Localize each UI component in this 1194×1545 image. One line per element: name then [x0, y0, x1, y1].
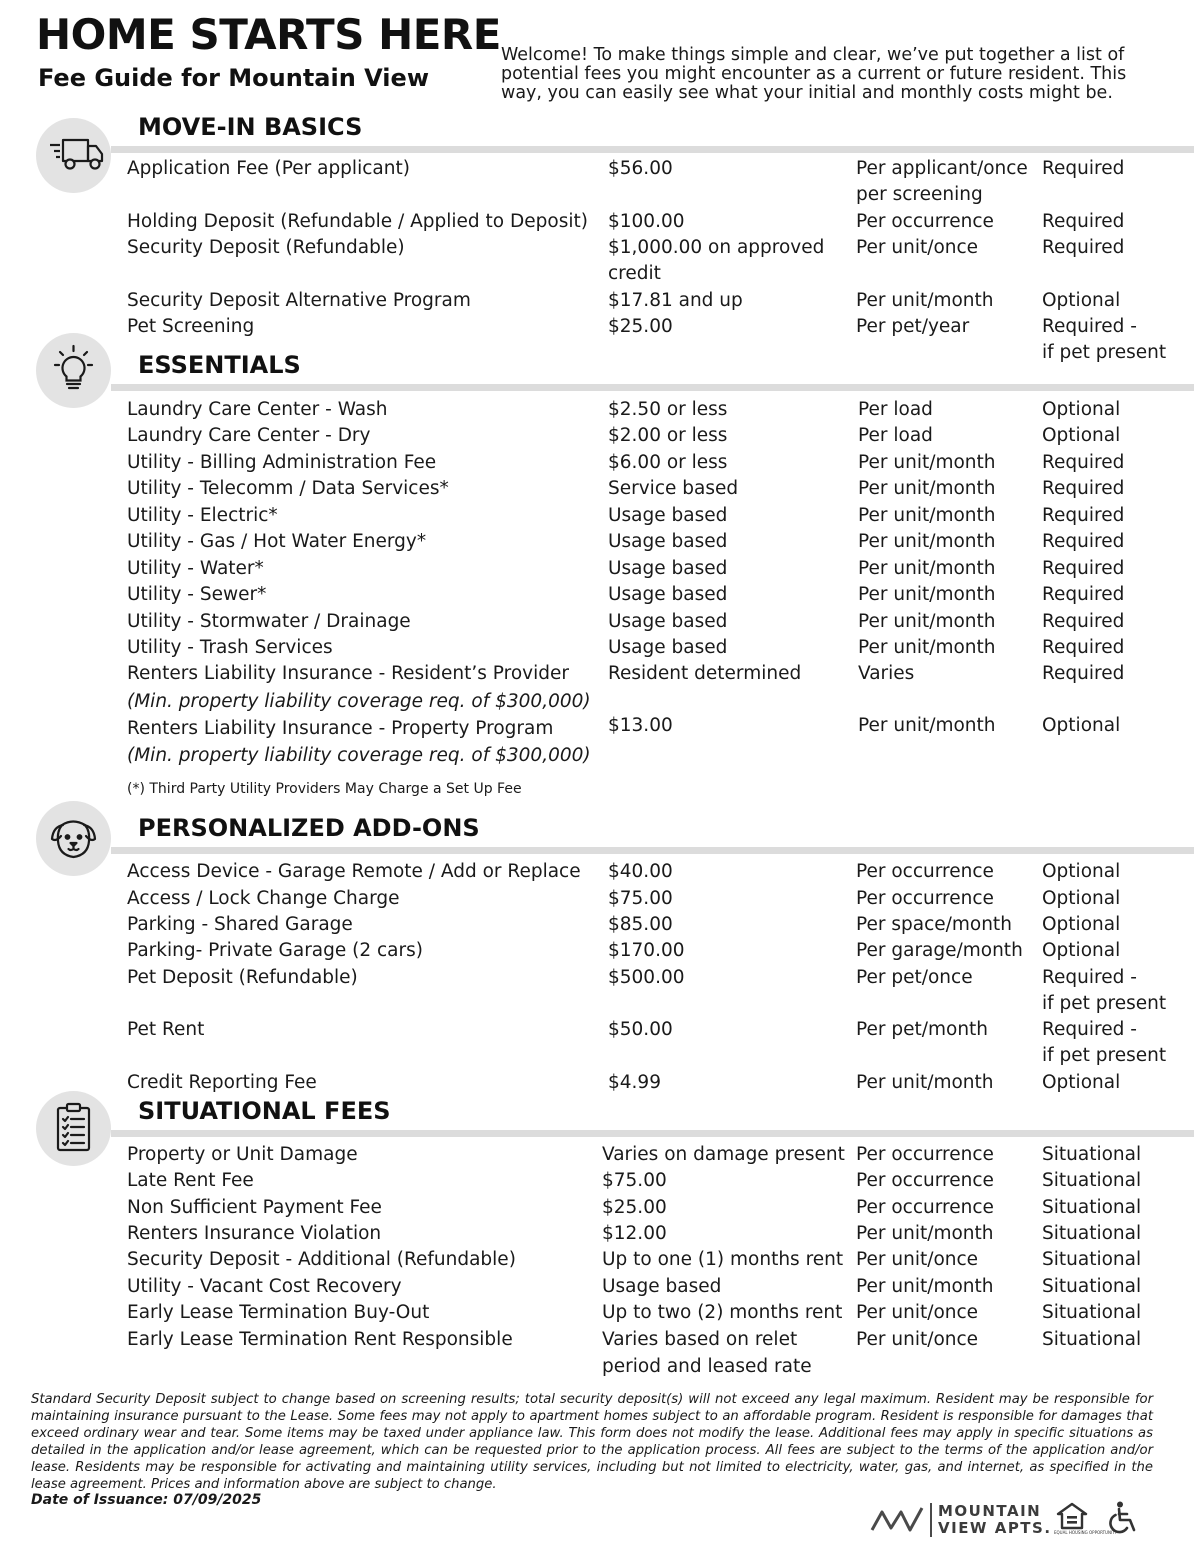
fee-status: Situational	[1042, 1144, 1142, 1165]
fee-amount: $100.00	[608, 211, 685, 232]
fee-amount: $170.00	[608, 940, 685, 961]
fee-name: Parking - Shared Garage	[127, 914, 353, 935]
fee-frequency: Per unit/month	[858, 505, 996, 526]
fee-status: Required	[1042, 452, 1125, 473]
fee-status: Required	[1042, 478, 1125, 499]
page-title: HOME STARTS HERE	[36, 10, 501, 59]
fee-status: Required	[1042, 531, 1125, 552]
fee-amount: Up to one (1) months rent	[602, 1249, 844, 1270]
section-divider	[111, 146, 1194, 153]
fee-amount: Service based	[608, 478, 739, 499]
section-divider	[111, 384, 1194, 391]
fee-amount: $1,000.00 on approved	[608, 237, 825, 258]
fee-amount: Usage based	[602, 1276, 722, 1297]
fee-frequency-cont: per screening	[856, 184, 983, 205]
fee-name: Utility - Telecomm / Data Services*	[127, 478, 449, 499]
accessibility-icon	[1106, 1500, 1140, 1540]
fee-status: Required	[1042, 663, 1125, 684]
fee-name: Renters Liability Insurance - Resident’s Provider	[127, 663, 569, 684]
fee-status: Situational	[1042, 1249, 1142, 1270]
fee-status: Optional	[1042, 1072, 1121, 1093]
fee-amount: $75.00	[602, 1170, 667, 1191]
section-title-move-in: MOVE-IN BASICS	[138, 113, 363, 141]
fee-status: Required	[1042, 237, 1125, 258]
fee-note: (Min. property liability coverage req. of $300,000)	[127, 745, 591, 766]
fee-amount: $6.00 or less	[608, 452, 728, 473]
fee-amount: Usage based	[608, 584, 728, 605]
fee-frequency: Per space/month	[856, 914, 1012, 935]
fee-status: Required	[1042, 611, 1125, 632]
fee-name: Laundry Care Center - Dry	[127, 425, 371, 446]
fee-name: Utility - Gas / Hot Water Energy*	[127, 531, 427, 552]
fee-amount: $17.81 and up	[608, 290, 743, 311]
fee-status-cont: if pet present	[1042, 1045, 1167, 1066]
logo-divider	[930, 1503, 932, 1537]
fee-status: Required -	[1042, 967, 1137, 988]
fee-status: Required	[1042, 505, 1125, 526]
fee-status: Required	[1042, 158, 1125, 179]
fee-note: (Min. property liability coverage req. of $300,000)	[127, 691, 591, 712]
fee-frequency: Per applicant/once	[856, 158, 1028, 179]
fee-amount: $25.00	[602, 1197, 667, 1218]
fee-frequency: Per unit/month	[856, 1223, 994, 1244]
fee-amount: $2.00 or less	[608, 425, 728, 446]
fee-frequency: Varies	[858, 663, 915, 684]
logo-text: VIEW APTS.	[938, 1519, 1052, 1537]
fee-name: Security Deposit Alternative Program	[127, 290, 471, 311]
fee-amount: Usage based	[608, 531, 728, 552]
clipboard-checklist-icon	[36, 1091, 111, 1166]
fee-frequency: Per load	[858, 425, 933, 446]
fee-name: Pet Rent	[127, 1019, 205, 1040]
fee-name: Utility - Billing Administration Fee	[127, 452, 437, 473]
fee-name: Utility - Stormwater / Drainage	[127, 611, 411, 632]
fee-frequency: Per garage/month	[856, 940, 1023, 961]
fee-name: Early Lease Termination Buy-Out	[127, 1302, 430, 1323]
fee-frequency: Per pet/year	[856, 316, 970, 337]
fee-frequency: Per pet/month	[856, 1019, 989, 1040]
fee-name: Credit Reporting Fee	[127, 1072, 317, 1093]
fee-status: Optional	[1042, 715, 1121, 736]
fee-amount-cont: period and leased rate	[602, 1356, 812, 1377]
fee-name: Pet Screening	[127, 316, 255, 337]
fee-amount: Varies based on relet	[602, 1329, 798, 1350]
fee-frequency: Per occurrence	[856, 1197, 994, 1218]
dog-icon	[36, 801, 111, 876]
fee-frequency: Per unit/once	[856, 237, 979, 258]
fee-name: Property or Unit Damage	[127, 1144, 358, 1165]
fee-amount-cont: credit	[608, 263, 661, 284]
issuance-date: Date of Issuance: 07/09/2025	[31, 1492, 262, 1508]
fee-status: Situational	[1042, 1223, 1142, 1244]
mountain-view-logo-icon	[870, 1504, 926, 1538]
fee-status: Optional	[1042, 888, 1121, 909]
truck-icon	[36, 118, 111, 193]
fee-name: Renters Insurance Violation	[127, 1223, 382, 1244]
fee-amount: $13.00	[608, 715, 673, 736]
fee-amount: $56.00	[608, 158, 673, 179]
fee-name: Utility - Vacant Cost Recovery	[127, 1276, 402, 1297]
fee-name: Access Device - Garage Remote / Add or Replace	[127, 861, 581, 882]
fee-status: Required	[1042, 584, 1125, 605]
logo-text: MOUNTAIN	[938, 1502, 1042, 1520]
fee-amount: Usage based	[608, 637, 728, 658]
fee-amount: $12.00	[602, 1223, 667, 1244]
fee-amount: $85.00	[608, 914, 673, 935]
section-divider	[111, 1130, 1194, 1137]
fee-status: Required	[1042, 558, 1125, 579]
fee-frequency: Per unit/month	[858, 531, 996, 552]
fee-name: Late Rent Fee	[127, 1170, 254, 1191]
fee-frequency: Per unit/month	[856, 1072, 994, 1093]
fee-frequency: Per occurrence	[856, 211, 994, 232]
fee-name: Utility - Water*	[127, 558, 264, 579]
fee-amount: Usage based	[608, 558, 728, 579]
section-title-addons: PERSONALIZED ADD-ONS	[138, 814, 480, 842]
fee-frequency: Per occurrence	[856, 1170, 994, 1191]
fee-amount: $4.99	[608, 1072, 661, 1093]
fee-frequency: Per unit/month	[858, 611, 996, 632]
fee-name: Utility - Electric*	[127, 505, 278, 526]
fee-name: Pet Deposit (Refundable)	[127, 967, 358, 988]
fee-amount: Varies on damage present	[602, 1144, 845, 1165]
fee-status-cont: if pet present	[1042, 342, 1167, 363]
fee-frequency: Per unit/month	[858, 478, 996, 499]
fee-frequency: Per unit/once	[856, 1302, 979, 1323]
fee-status: Situational	[1042, 1329, 1142, 1350]
fee-name: Renters Liability Insurance - Property Program	[127, 718, 554, 739]
fee-frequency: Per occurrence	[856, 888, 994, 909]
fee-status: Situational	[1042, 1276, 1142, 1297]
fee-name: Access / Lock Change Charge	[127, 888, 400, 909]
fee-name: Laundry Care Center - Wash	[127, 399, 388, 420]
fee-status: Optional	[1042, 399, 1121, 420]
intro-text: Welcome! To make things simple and clear, we’ve put together a list of potential fees you might encounter as a current or future resident. This way, you can easily see what your initial and monthly costs might be.	[501, 45, 1127, 103]
fee-status: Optional	[1042, 290, 1121, 311]
fee-status: Optional	[1042, 861, 1121, 882]
disclaimer-text: Standard Security Deposit subject to change based on screening results; total security deposit(s) will not exceed any legal maximum. Resident may be responsible for maintaining insurance pursuant to the Lease. Some fees may not apply to apartment homes subject to an affordable program. Resident is responsible for damages that exceed ordinary wear and tear. Some items may be taxed under appliance law. This form does not modify the lease. Additional fees may apply in specific situations as detailed in the application and/or lease agreement, which can be requested prior to the application process. All fees are subject to the terms of the application and/or lease. Residents may be responsible for activating and maintaining utility services, including but not limited to electricity, water, gas, and internet, as specified in the lease agreement. Prices and information above are subject to change.	[31, 1392, 1153, 1492]
fee-frequency: Per occurrence	[856, 1144, 994, 1165]
fee-frequency: Per unit/month	[858, 558, 996, 579]
fee-name: Early Lease Termination Rent Responsible	[127, 1329, 513, 1350]
fee-status: Situational	[1042, 1302, 1142, 1323]
section-divider	[111, 847, 1194, 854]
fee-frequency: Per pet/once	[856, 967, 973, 988]
fee-status: Required	[1042, 637, 1125, 658]
fee-amount: $2.50 or less	[608, 399, 728, 420]
fee-name: Security Deposit - Additional (Refundable)	[127, 1249, 516, 1270]
fee-frequency: Per unit/month	[856, 290, 994, 311]
fee-status: Required -	[1042, 1019, 1137, 1040]
fee-name: Holding Deposit (Refundable / Applied to Deposit)	[127, 211, 588, 232]
fee-status: Required	[1042, 211, 1125, 232]
fee-amount: Usage based	[608, 505, 728, 526]
fee-status: Situational	[1042, 1197, 1142, 1218]
fee-status: Required -	[1042, 316, 1137, 337]
fee-status-cont: if pet present	[1042, 993, 1167, 1014]
fee-amount: $25.00	[608, 316, 673, 337]
fee-amount: $75.00	[608, 888, 673, 909]
fee-frequency: Per load	[858, 399, 933, 420]
equal-housing-text: EQUAL HOUSING OPPORTUNITY	[1054, 1530, 1118, 1535]
utility-footnote: (*) Third Party Utility Providers May Charge a Set Up Fee	[127, 781, 522, 797]
section-title-essentials: ESSENTIALS	[138, 351, 301, 379]
fee-amount: Resident determined	[608, 663, 802, 684]
fee-name: Application Fee (Per applicant)	[127, 158, 410, 179]
fee-frequency: Per unit/month	[858, 715, 996, 736]
fee-frequency: Per unit/month	[856, 1276, 994, 1297]
fee-status: Optional	[1042, 914, 1121, 935]
fee-name: Security Deposit (Refundable)	[127, 237, 405, 258]
fee-name: Parking- Private Garage (2 cars)	[127, 940, 423, 961]
fee-status: Optional	[1042, 940, 1121, 961]
lightbulb-icon	[36, 333, 111, 408]
fee-amount: $50.00	[608, 1019, 673, 1040]
fee-status: Situational	[1042, 1170, 1142, 1191]
fee-name: Utility - Sewer*	[127, 584, 267, 605]
fee-frequency: Per unit/once	[856, 1249, 979, 1270]
fee-amount: $500.00	[608, 967, 685, 988]
fee-amount: Usage based	[608, 611, 728, 632]
fee-name: Utility - Trash Services	[127, 637, 333, 658]
fee-amount: $40.00	[608, 861, 673, 882]
fee-amount: Up to two (2) months rent	[602, 1302, 843, 1323]
fee-frequency: Per unit/month	[858, 584, 996, 605]
fee-name: Non Sufficient Payment Fee	[127, 1197, 382, 1218]
fee-frequency: Per occurrence	[856, 861, 994, 882]
section-title-situational: SITUATIONAL FEES	[138, 1097, 391, 1125]
fee-status: Optional	[1042, 425, 1121, 446]
fee-frequency: Per unit/month	[858, 452, 996, 473]
fee-frequency: Per unit/month	[858, 637, 996, 658]
page-subtitle: Fee Guide for Mountain View	[38, 64, 429, 92]
fee-frequency: Per unit/once	[856, 1329, 979, 1350]
